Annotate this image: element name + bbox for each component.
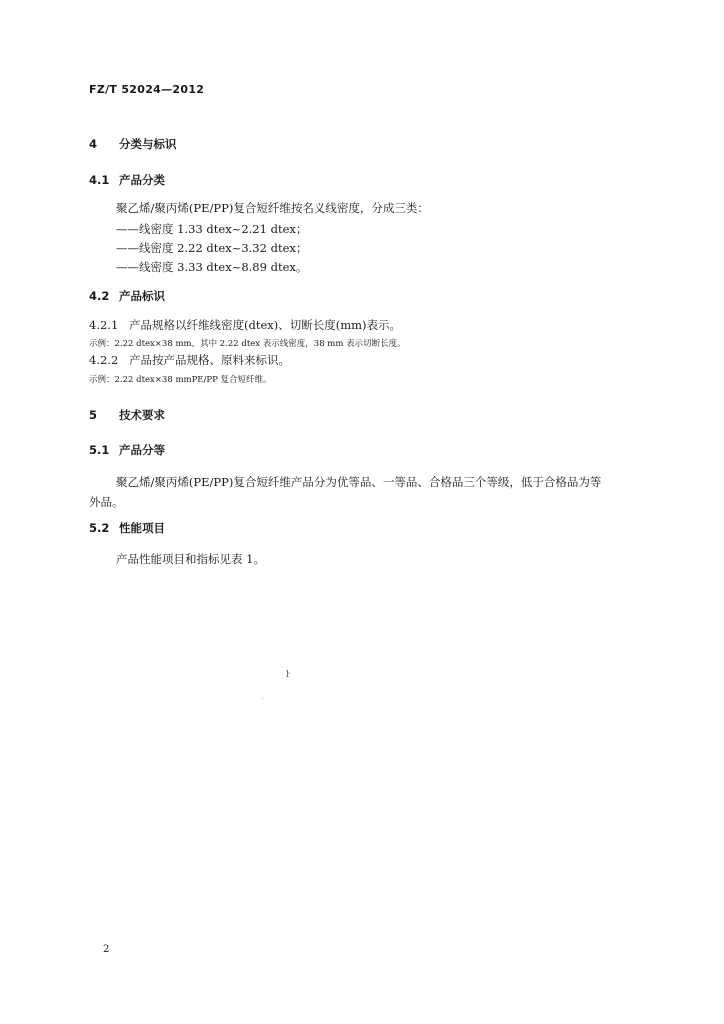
list-item: ——线密度 1.33 dtex~2.21 dtex；	[116, 222, 308, 236]
section-title: 产品分类	[119, 173, 165, 187]
list-item: ——线密度 2.22 dtex~3.32 dtex；	[116, 241, 308, 255]
clause-4-2-2	[89, 352, 290, 368]
section-title: 性能项目	[119, 521, 165, 535]
example-4-2-1: 示例：2.22 dtex×38 mm，其中 2.22 dtex 表示线密度，38 mm 表示切断长度。	[89, 339, 406, 349]
section-title: 产品标识	[119, 289, 165, 303]
paragraph-4-1-intro: 聚乙烯/聚丙烯(PE/PP)复合短纤维按名义线密度，分成三类：	[116, 201, 429, 215]
paragraph-5-1-line2: 外品。	[89, 495, 124, 509]
section-5-2-heading	[89, 520, 165, 536]
example-4-2-2: 示例：2.22 dtex×38 mmPE/PP 复合短纤维。	[89, 375, 272, 385]
section-number: 5.1	[89, 443, 110, 457]
clause-text: 产品规格以纤维线密度(dtex)、切断长度(mm)表示。	[129, 318, 402, 332]
section-title: 产品分等	[119, 443, 165, 457]
page-number: 2	[103, 944, 110, 955]
paragraph-5-1-line1: 聚乙烯/聚丙烯(PE/PP)复合短纤维产品分为优等品、一等品、合格品三个等级，低于合格品为等	[116, 475, 602, 489]
section-title: 分类与标识	[119, 137, 177, 151]
document-code: FZ/T 52024—2012	[89, 83, 205, 96]
clause-4-2-1	[89, 317, 401, 333]
paragraph-5-2: 产品性能项目和指标见表 1。	[116, 552, 265, 566]
section-4-1-heading	[89, 172, 165, 188]
section-title: 技术要求	[119, 408, 165, 422]
section-number: 4	[89, 137, 98, 151]
list-item: ——线密度 3.33 dtex~8.89 dtex。	[116, 260, 308, 274]
section-5-1-heading	[89, 442, 165, 458]
section-4-2-heading	[89, 288, 165, 304]
clause-number: 4.2.2	[89, 353, 119, 367]
scan-artifact: ŀ	[286, 670, 289, 680]
section-number: 5.2	[89, 521, 110, 535]
clause-number: 4.2.1	[89, 318, 119, 332]
clause-text: 产品按产品规格、原料来标识。	[129, 353, 290, 367]
section-number: 5	[89, 408, 98, 422]
section-5-heading	[89, 407, 165, 423]
section-4-heading	[89, 136, 177, 152]
section-number: 4.1	[89, 173, 110, 187]
section-number: 4.2	[89, 289, 110, 303]
scan-dot	[262, 698, 263, 699]
